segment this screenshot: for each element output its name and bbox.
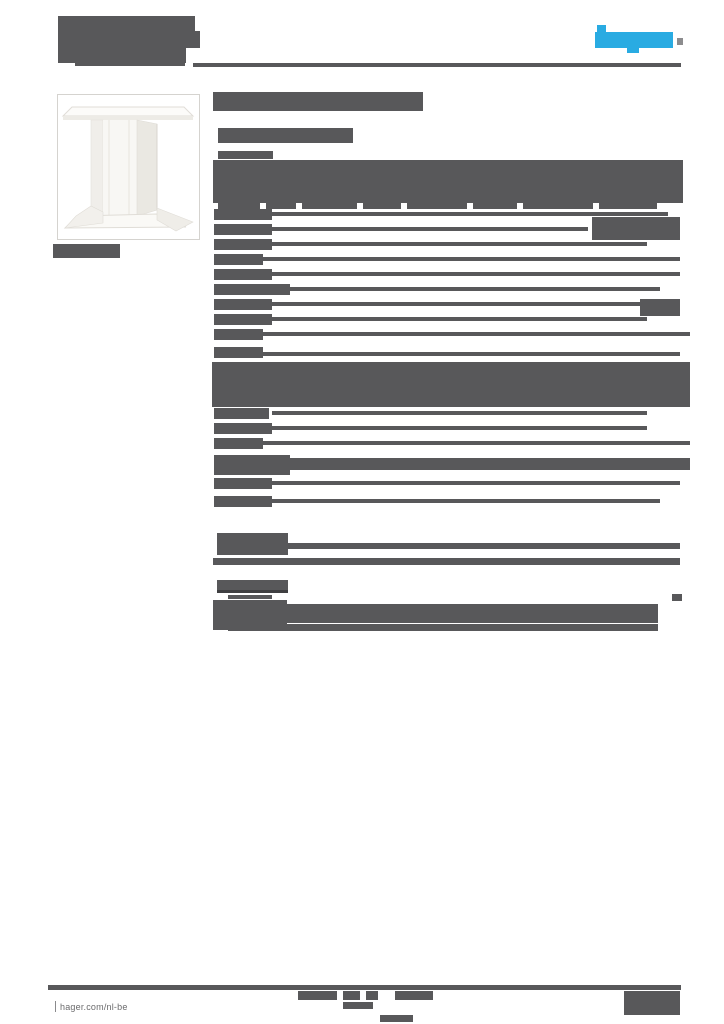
spec-leader <box>272 499 660 503</box>
spec-value <box>640 299 680 316</box>
address-line-1 <box>58 16 195 32</box>
spec-leader <box>263 441 690 445</box>
spec-label <box>214 347 263 358</box>
address-line-2 <box>58 31 200 48</box>
paragraph-word <box>599 203 657 209</box>
title-block <box>213 92 423 111</box>
spec-leader <box>263 257 680 261</box>
footer-url-link[interactable]: hager.com/nl-be <box>60 1001 128 1012</box>
spec-leader <box>272 302 640 306</box>
logo-glyph-descender <box>627 47 639 53</box>
subtitle-block <box>218 128 353 143</box>
note-paragraph <box>212 362 690 407</box>
spec-label <box>214 455 290 475</box>
footer-page-block <box>624 991 680 1015</box>
spec-label <box>214 269 272 280</box>
spec-leader <box>263 332 690 336</box>
paragraph-word <box>363 203 401 209</box>
footer-center-word <box>343 1002 373 1009</box>
section3-value-thick <box>287 604 658 623</box>
footer-rule <box>48 985 681 990</box>
spec-leader <box>272 242 647 246</box>
paragraph-word <box>473 203 517 209</box>
spec-label <box>214 299 272 310</box>
spec-leader <box>272 411 647 415</box>
footer-center-word <box>343 991 360 1000</box>
paragraph-word <box>407 203 467 209</box>
section2-leader <box>288 543 680 549</box>
spec-label <box>214 254 263 265</box>
spec-label <box>214 423 272 434</box>
spec-value <box>592 217 680 240</box>
description-paragraph <box>213 160 683 203</box>
spec-leader <box>263 352 680 356</box>
section3-heading <box>217 580 288 590</box>
spec-label <box>214 284 290 295</box>
header-rule <box>193 63 681 67</box>
spec-label <box>214 408 269 419</box>
spec-label <box>214 478 272 489</box>
spec-leader <box>272 272 680 276</box>
footer-center-word <box>395 991 433 1000</box>
section3-bar <box>228 624 658 631</box>
spec-leader <box>272 227 588 231</box>
spec-label <box>214 209 272 220</box>
spec-leader-thick <box>290 458 690 470</box>
spec-leader <box>290 287 660 291</box>
logo-dot <box>677 38 683 45</box>
section2-header <box>217 533 288 555</box>
section2-bar <box>213 558 680 565</box>
intro-label <box>218 151 273 159</box>
product-image-frame <box>57 94 200 240</box>
spec-leader <box>272 317 647 321</box>
spec-label <box>214 496 272 507</box>
spec-leader <box>272 426 647 430</box>
paragraph-word <box>302 203 357 209</box>
spec-leader <box>272 481 680 485</box>
product-image <box>58 95 199 239</box>
footer-center-word <box>298 991 337 1000</box>
section3-underline <box>217 590 288 593</box>
spec-leader <box>272 212 668 216</box>
spec-label <box>214 314 272 325</box>
spec-label <box>214 438 263 449</box>
product-caption <box>53 244 120 258</box>
spec-label <box>214 239 272 250</box>
footer-page-word <box>380 1015 413 1022</box>
logo-glyph-bar <box>595 32 673 48</box>
spec-label <box>214 329 263 340</box>
address-line-4 <box>75 60 185 66</box>
paragraph-word <box>523 203 593 209</box>
footer-center-word <box>366 991 378 1000</box>
footer-url-box <box>53 997 168 1016</box>
section3-sublabel <box>228 595 272 599</box>
logo-glyph-ascender <box>597 25 606 33</box>
section3-right-mark <box>672 594 682 601</box>
spec-label <box>214 224 272 235</box>
